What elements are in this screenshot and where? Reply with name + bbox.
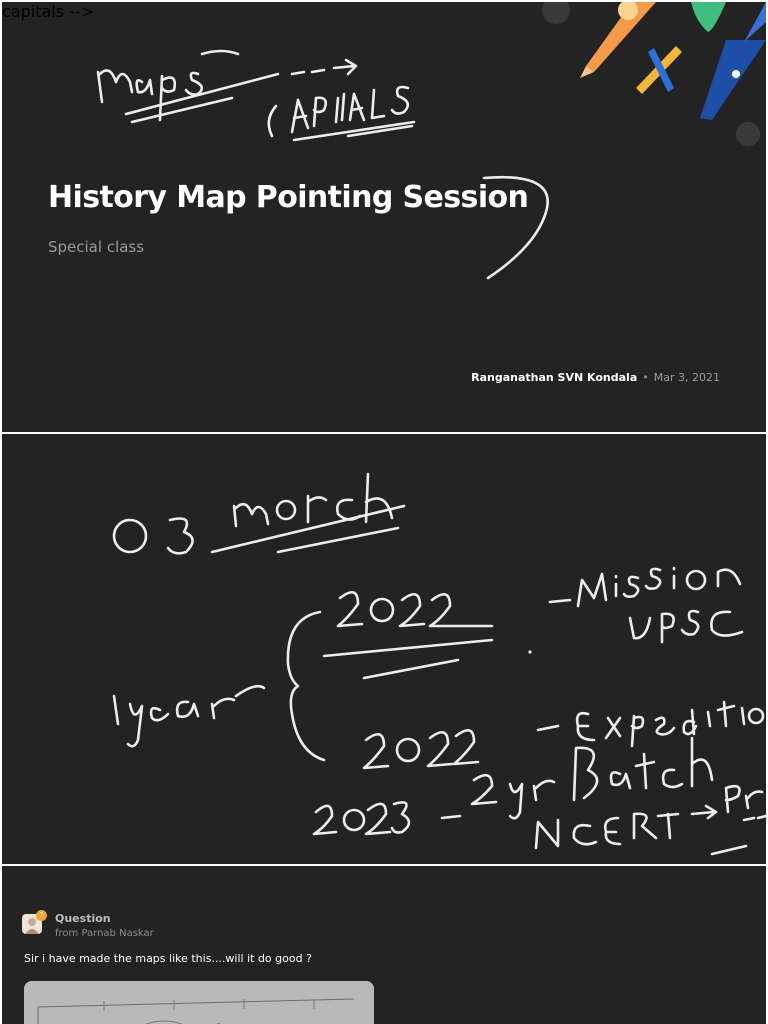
cover-slide: capitals --> History Map Pointing Session Special class Ranganathan SVN Kondala • Mar 3, 2021 [2, 2, 766, 432]
handwritten-notes [2, 434, 766, 864]
question-text: Sir i have made the maps like this....will it do good ? [24, 952, 312, 965]
pencil-decoration-icon [536, 2, 766, 162]
author-name: Ranganathan SVN Kondala [471, 371, 638, 384]
session-subtitle: Special class [48, 238, 145, 256]
question-badge-icon: ? [36, 910, 47, 921]
handwriting-maps-capitals [2, 2, 562, 302]
byline-separator: • [642, 371, 649, 384]
session-title: History Map Pointing Session [48, 180, 529, 215]
notes-slide [2, 434, 766, 864]
map-sketch-image [24, 981, 374, 1024]
question-author: from Parnab Naskar [55, 928, 154, 939]
byline [471, 371, 720, 384]
question-slide [2, 866, 766, 1024]
question-label: Question [55, 912, 111, 925]
session-date: Mar 3, 2021 [653, 371, 720, 384]
question-attachment-image[interactable] [24, 981, 374, 1024]
